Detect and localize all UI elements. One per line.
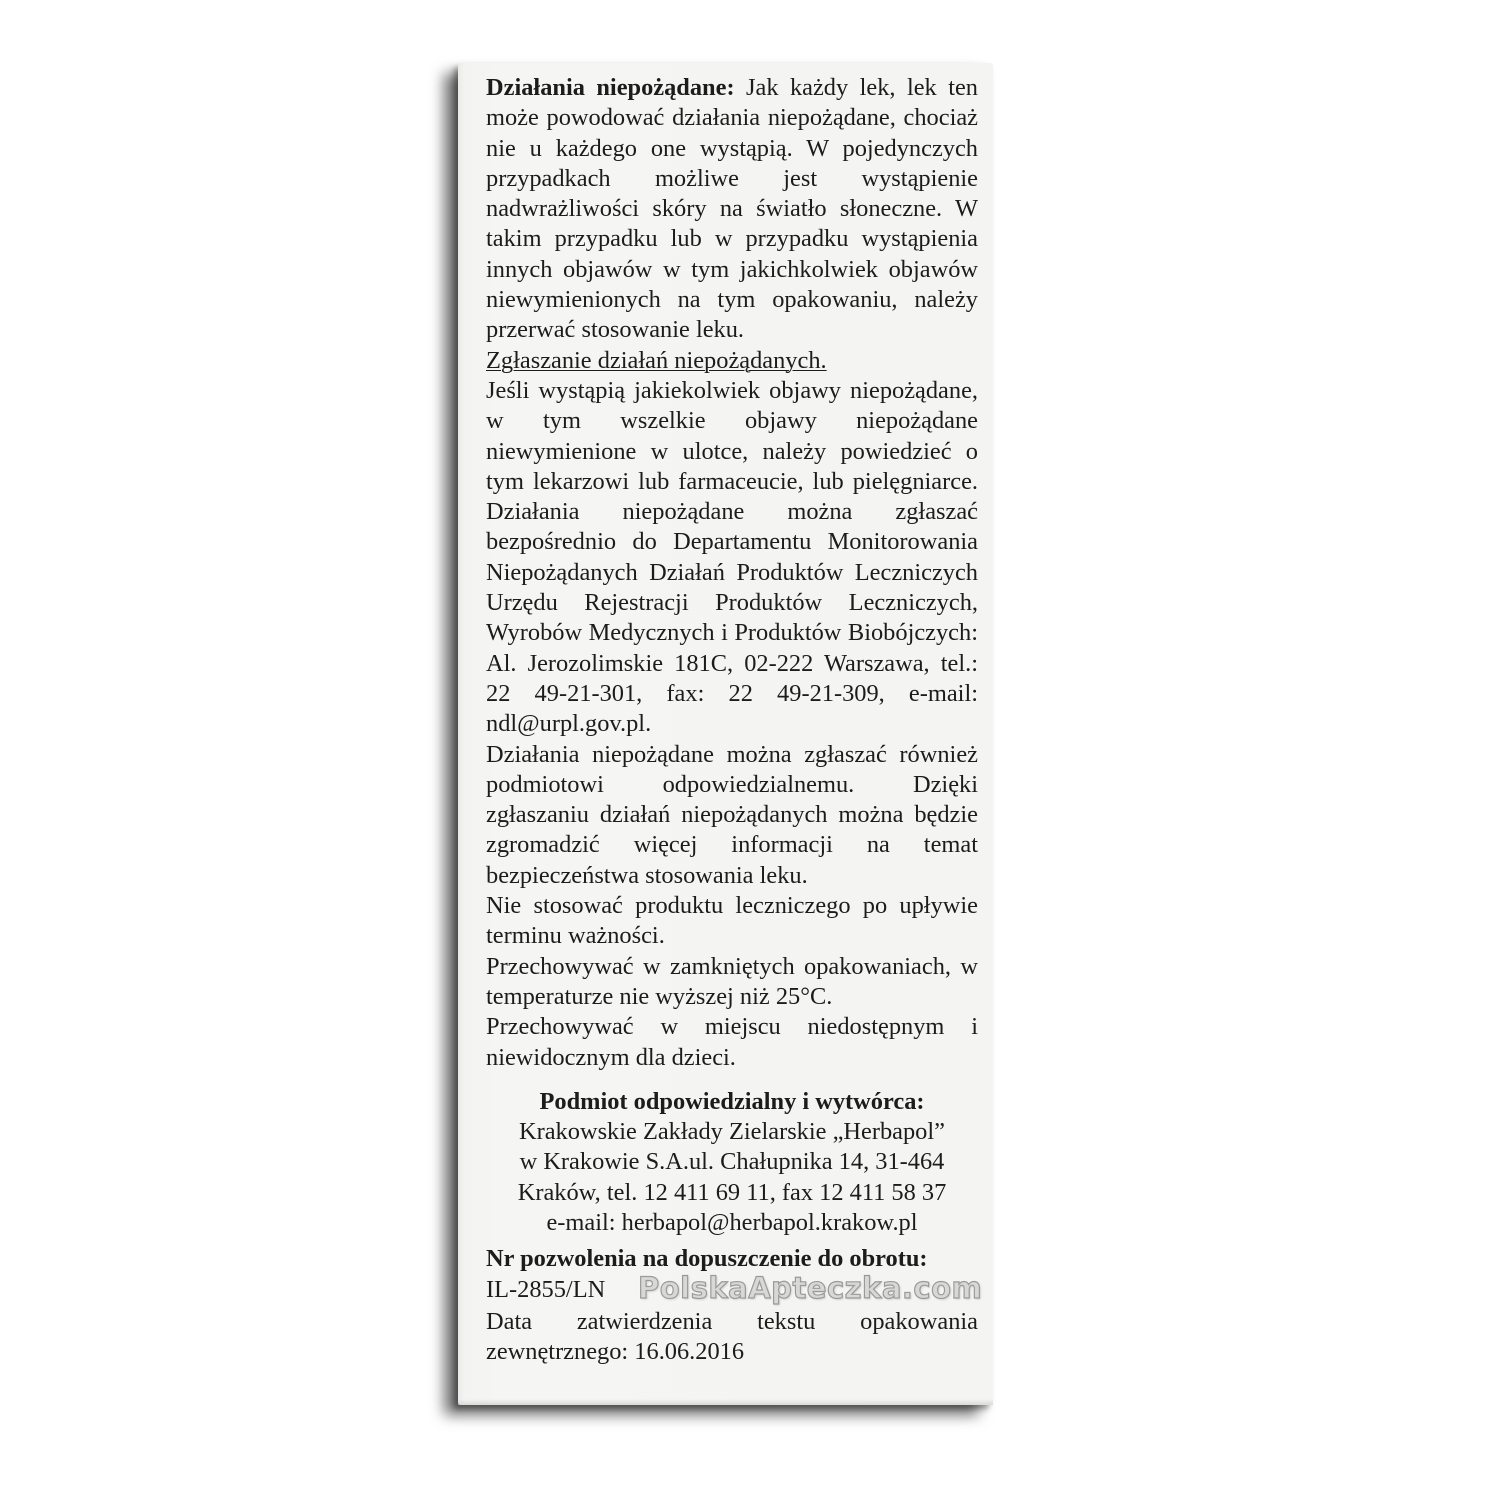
authorization-number: IL-2855/LN bbox=[486, 1275, 606, 1303]
reporting-heading-line bbox=[486, 346, 978, 376]
side-effects-paragraph bbox=[486, 73, 978, 346]
reporting-heading: Zgłaszanie działań niepożądanych. bbox=[486, 346, 827, 374]
authorization-block bbox=[486, 1244, 983, 1305]
manufacturer-block bbox=[486, 1087, 978, 1238]
authorization-heading: Nr pozwolenia na dopuszczenie do obrotu: bbox=[486, 1245, 928, 1273]
approval-date-text: Data zatwierdzenia tekstu opakowania zewnętrznego: 16.06.2016 bbox=[486, 1307, 978, 1366]
reporting-text: Jeśli wystąpią jakiekolwiek objawy niepożądane, w tym wszelkie objawy niepożądane niewymienione w ulotce, należy powiedzieć o tym lekarzowi lub farmaceucie, lub pielęgniarce. Działania niepożądane można zgłaszać bezpośrednio do Departamentu Monitorowania Niepożądanych Działań Produktów Leczniczych Urzędu Rejestracji Produktów Leczniczych, Wyrobów Medycznych i Produktów Biobójczych: Al. Jerozolimskie 181C, 02-222 Warszawa, tel.: 22 49-21-301, fax: 22 49-21-309, e-mail: ndl@urpl.gov.pl. bbox=[486, 376, 978, 738]
side-effects-text: Jak każdy lek, lek ten może powodować działania niepożądane, chociaż nie u każdego one wystąpią. W pojedynczych przypadkach możliwe jest wystąpienie nadwrażliwości skóry na światło słoneczne. W takim przypadku lub w przypadku wystąpienia innych objawów w tym jakichkolwiek objawów niewymienionych na tym opakowaniu, należy przerwać stosowanie leku. bbox=[486, 74, 978, 344]
leaflet-panel bbox=[458, 63, 993, 1405]
watermark-logo: PolskaApteczka.com bbox=[638, 1270, 983, 1305]
manufacturer-line: Krakowskie Zakłady Zielarskie „Herbapol” bbox=[519, 1118, 945, 1146]
authorization-number-line bbox=[486, 1270, 983, 1305]
reporting-text-2: Działania niepożądane można zgłaszać również podmiotowi odpowiedzialnemu. Dzięki zgłaszaniu działań niepożądanych można będzie zgromadzić więcej informacji na temat bezpieczeństwa stosowania leku. bbox=[486, 740, 978, 889]
children-storage-text: Przechowywać w miejscu niedostępnym i niewidocznym dla dzieci. bbox=[486, 1013, 978, 1071]
storage-text: Przechowywać w zamkniętych opakowaniach, w temperaturze nie wyższej niż 25°C. bbox=[486, 952, 978, 1010]
manufacturer-line: w Krakowie S.A.ul. Chałupnika 14, 31-464 bbox=[519, 1148, 945, 1176]
leaflet-content bbox=[486, 73, 983, 1367]
manufacturer-line: Kraków, tel. 12 411 69 11, fax 12 411 58 37 bbox=[517, 1178, 947, 1206]
side-effects-heading: Działania niepożądane: bbox=[486, 74, 735, 101]
expiry-text: Nie stosować produktu leczniczego po upływie terminu ważności. bbox=[486, 892, 978, 950]
manufacturer-heading: Podmiot odpowiedzialny i wytwórca: bbox=[539, 1087, 925, 1115]
manufacturer-email: e-mail: herbapol@herbapol.krakow.pl bbox=[546, 1208, 918, 1236]
